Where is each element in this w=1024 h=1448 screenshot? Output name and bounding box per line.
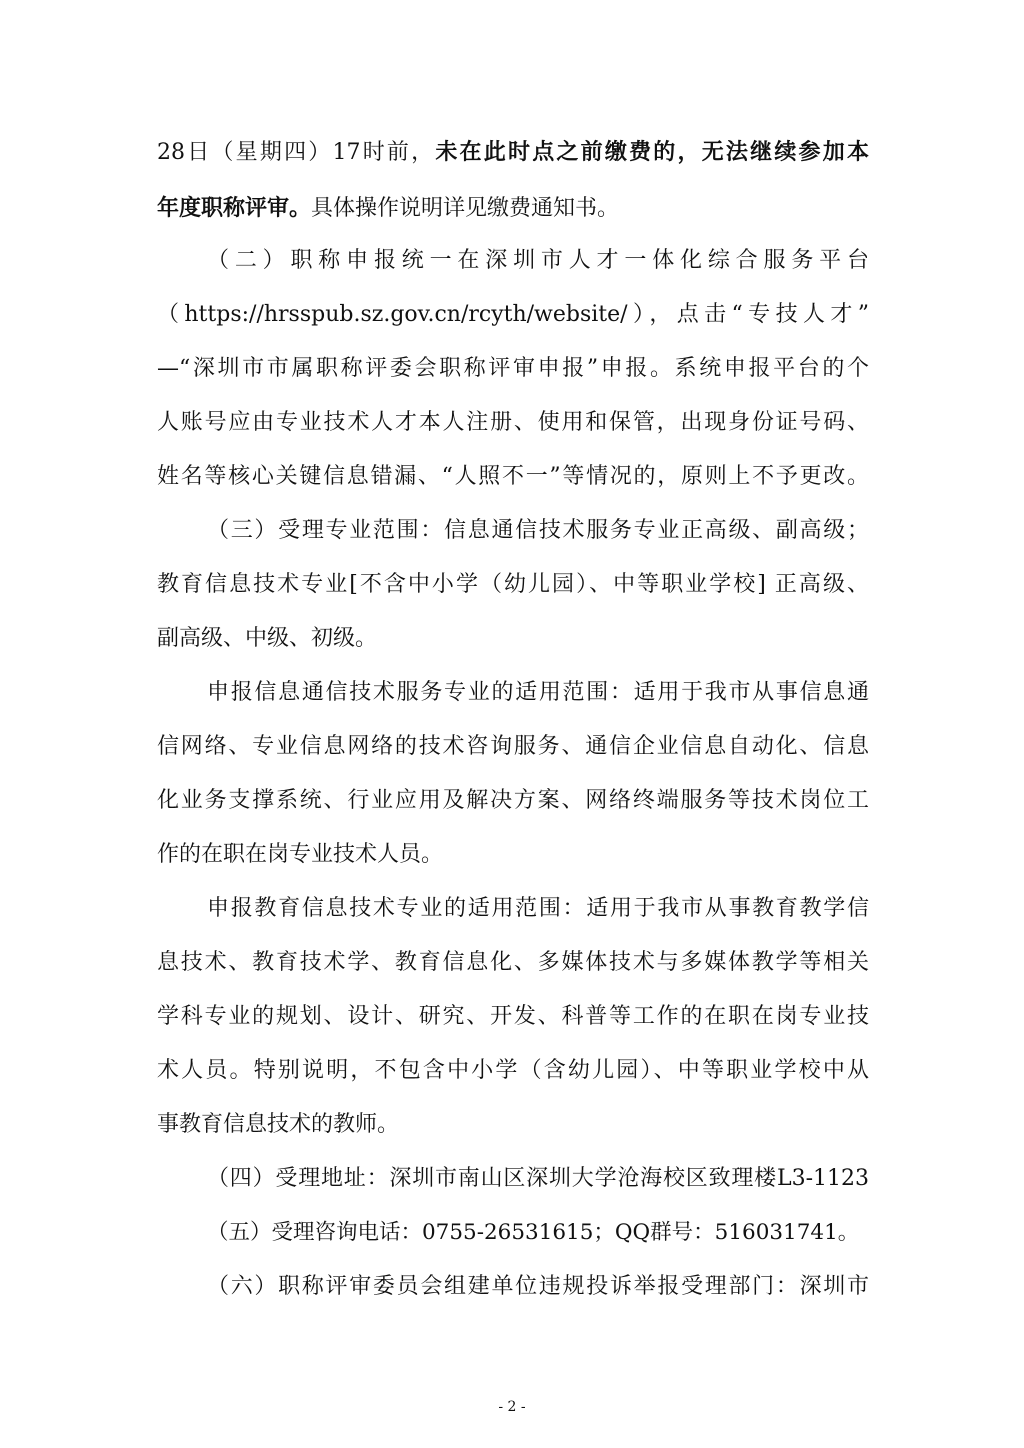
text-line-2 [157,193,869,223]
text-line-14: 作的在职在岗专业技术人员。 [157,842,444,867]
text-line-3: （二）职称申报统一在深圳市人才一体化综合服务平台 [207,248,869,273]
text-line-4: （https://hrsspub.sz.gov.cn/rcyth/website/），点击“专技人才” [157,302,869,327]
text-line-5: —“深圳市市属职称评委会职称评审申报”申报。系统申报平台的个 [157,356,869,381]
text-line-10: 副高级、中级、初级。 [157,626,378,651]
text-line-1 [157,137,869,167]
line-1-bold: 未在此时点之前缴费的，无法继续参加本 [435,139,869,165]
line-1-regular: 28日（星期四）17时前， [157,140,436,165]
text-line-11: 申报信息通信技术服务专业的适用范围：适用于我市从事信息通 [207,680,869,705]
text-line-19: 事教育信息技术的教师。 [157,1112,400,1137]
text-line-16: 息技术、教育技术学、教育信息化、多媒体技术与多媒体教学等相关 [157,950,869,975]
text-line-8: （三）受理专业范围：信息通信技术服务专业正高级、副高级； [207,518,869,543]
text-line-20: （四）受理地址：深圳市南山区深圳大学沧海校区致理楼L3-1123 [207,1166,869,1191]
text-line-22: （六）职称评审委员会组建单位违规投诉举报受理部门：深圳市 [207,1274,869,1299]
text-line-15: 申报教育信息技术专业的适用范围：适用于我市从事教育教学信 [207,896,869,921]
text-line-6: 人账号应由专业技术人才本人注册、使用和保管，出现身份证号码、 [157,410,869,435]
text-line-21: （五）受理咨询电话：0755-26531615；QQ群号：516031741。 [207,1220,860,1245]
text-line-17: 学科专业的规划、设计、研究、开发、科普等工作的在职在岗专业技 [157,1004,869,1029]
text-line-13: 化业务支撑系统、行业应用及解决方案、网络终端服务等技术岗位工 [157,788,869,813]
text-line-7: 姓名等核心关键信息错漏、“人照不一”等情况的，原则上不予更改。 [157,464,869,489]
text-line-18: 术人员。特别说明，不包含中小学（含幼儿园）、中等职业学校中从 [157,1058,869,1083]
line-2-bold: 年度职称评审。 [157,195,312,221]
text-line-9: 教育信息技术专业[不含中小学（幼儿园）、中等职业学校] 正高级、 [157,572,869,597]
text-line-12: 信网络、专业信息网络的技术咨询服务、通信企业信息自动化、信息 [157,734,869,759]
page-number: - 2 - [498,1399,526,1415]
line-2-regular: 具体操作说明详见缴费通知书。 [311,196,620,221]
